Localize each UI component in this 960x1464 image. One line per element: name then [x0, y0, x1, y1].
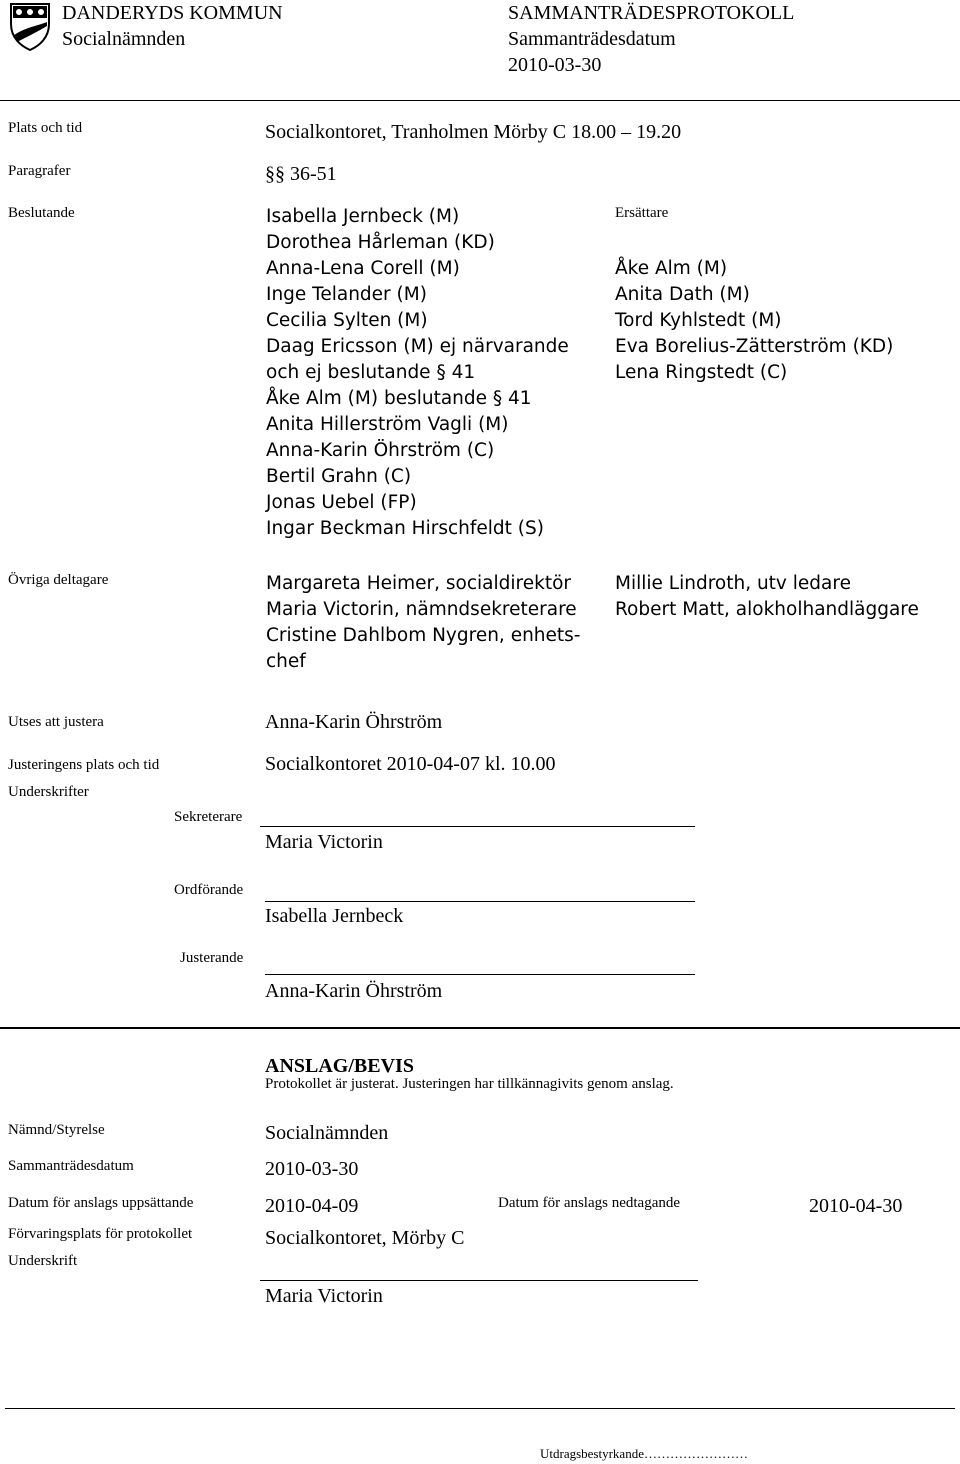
chairman-role-label: Ordförande: [174, 882, 244, 898]
notice-subtitle: Protokollet är justerat. Justeringen har tillkännagivits genom anslag.: [265, 1076, 674, 1092]
other-participants-right: [615, 571, 919, 623]
storage-label: Förvaringsplats för protokollet: [8, 1226, 193, 1242]
list-item: Isabella Jernbeck (M): [266, 206, 460, 227]
signatures-label: Underskrifter: [8, 784, 89, 800]
list-item: Inge Telander (M): [266, 284, 427, 305]
list-item: Dorothea Hårleman (KD): [266, 232, 495, 253]
paragraphs-label: Paragrafer: [8, 163, 71, 179]
chairman-name: Isabella Jernbeck: [265, 905, 404, 927]
board-value: Socialnämnden: [265, 1122, 389, 1144]
posted-date-label: Datum för anslags uppsättande: [8, 1195, 194, 1211]
substitutes-label: Ersättare: [615, 205, 669, 221]
certification: [540, 1446, 748, 1462]
list-item: Lena Ringstedt (C): [615, 362, 788, 383]
deciding-members-list: [266, 204, 569, 542]
notice-title: ANSLAG/BEVIS: [265, 1055, 414, 1077]
notice-signature-name: Maria Victorin: [265, 1285, 383, 1307]
adjuster-role-label: Justerande: [180, 950, 244, 966]
list-item: Maria Victorin, nämndsekreterare: [266, 599, 577, 620]
list-item: Jonas Uebel (FP): [266, 492, 417, 513]
adjuster-signature-line: [265, 974, 695, 975]
list-item: Cecilia Sylten (M): [266, 310, 428, 331]
posted-date-value: 2010-04-09: [265, 1195, 359, 1217]
list-item: Tord Kyhlstedt (M): [615, 310, 782, 331]
header-divider: [0, 100, 960, 101]
paragraphs-value: §§ 36-51: [265, 163, 337, 185]
document-type: SAMMANTRÄDESPROTOKOLL: [508, 2, 795, 24]
place-time-value: Socialkontoret, Tranholmen Mörby C 18.00 – 19.20: [265, 121, 682, 143]
notice-signature-label: Underskrift: [8, 1253, 78, 1269]
place-time-label: Plats och tid: [8, 120, 83, 136]
adjuster-name: Anna-Karin Öhrström: [265, 980, 443, 1002]
meeting-date-label: Sammanträdesdatum: [508, 28, 676, 50]
list-item: Åke Alm (M) beslutande § 41: [266, 388, 532, 409]
notice-signature-line: [260, 1280, 698, 1281]
list-item: Åke Alm (M): [615, 258, 728, 279]
list-item: Millie Lindroth, utv ledare: [615, 573, 851, 594]
list-item: Anna-Karin Öhrström (C): [266, 440, 495, 461]
municipality-name: DANDERYDS KOMMUN: [62, 2, 283, 24]
notice-date-value: 2010-03-30: [265, 1158, 359, 1180]
list-item: Bertil Grahn (C): [266, 466, 412, 487]
other-participants-left: [266, 571, 580, 675]
board-name: Socialnämnden: [62, 28, 186, 50]
list-item: Ingar Beckman Hirschfeldt (S): [266, 518, 544, 539]
adjust-place-time-value: Socialkontoret 2010-04-07 kl. 10.00: [265, 753, 556, 775]
secretary-signature-line: [260, 826, 695, 827]
removed-date-value: 2010-04-30: [809, 1195, 903, 1217]
appointed-adjuster-label: Utses att justera: [8, 714, 104, 730]
adjust-place-time-label: Justeringens plats och tid: [8, 757, 160, 773]
secretary-role-label: Sekreterare: [174, 809, 243, 825]
storage-value: Socialkontoret, Mörby C: [265, 1227, 465, 1249]
deciding-label: Beslutande: [8, 205, 75, 221]
footer-divider: [5, 1408, 955, 1409]
certification-label: Utdragsbestyrkande: [540, 1446, 644, 1461]
list-item: Cristine Dahlbom Nygren, enhets-: [266, 625, 581, 646]
notice-date-label: Sammanträdesdatum: [8, 1158, 134, 1174]
chairman-signature-line: [265, 901, 695, 902]
secretary-name: Maria Victorin: [265, 831, 383, 853]
list-item: Anna-Lena Corell (M): [266, 258, 460, 279]
list-item: Anita Dath (M): [615, 284, 750, 305]
list-item: Margareta Heimer, socialdirektör: [266, 573, 572, 594]
substitutes-list: [615, 256, 893, 386]
list-item: Anita Hillerström Vagli (M): [266, 414, 509, 435]
meeting-date: 2010-03-30: [508, 54, 602, 76]
list-item: chef: [266, 651, 306, 672]
board-label: Nämnd/Styrelse: [8, 1122, 105, 1138]
list-item: Robert Matt, alokholhandläggare: [615, 599, 919, 620]
removed-date-label: Datum för anslags nedtagande: [498, 1195, 681, 1211]
certification-dots: ……………………: [643, 1446, 748, 1461]
appointed-adjuster-value: Anna-Karin Öhrström: [265, 711, 443, 733]
list-item: och ej beslutande § 41: [266, 362, 476, 383]
other-participants-label: Övriga deltagare: [8, 572, 109, 588]
list-item: Eva Borelius-Zätterström (KD): [615, 336, 894, 357]
danderyd-coat-of-arms-logo: [9, 2, 51, 52]
list-item: Daag Ericsson (M) ej närvarande: [266, 336, 569, 357]
section-divider: [0, 1027, 960, 1029]
